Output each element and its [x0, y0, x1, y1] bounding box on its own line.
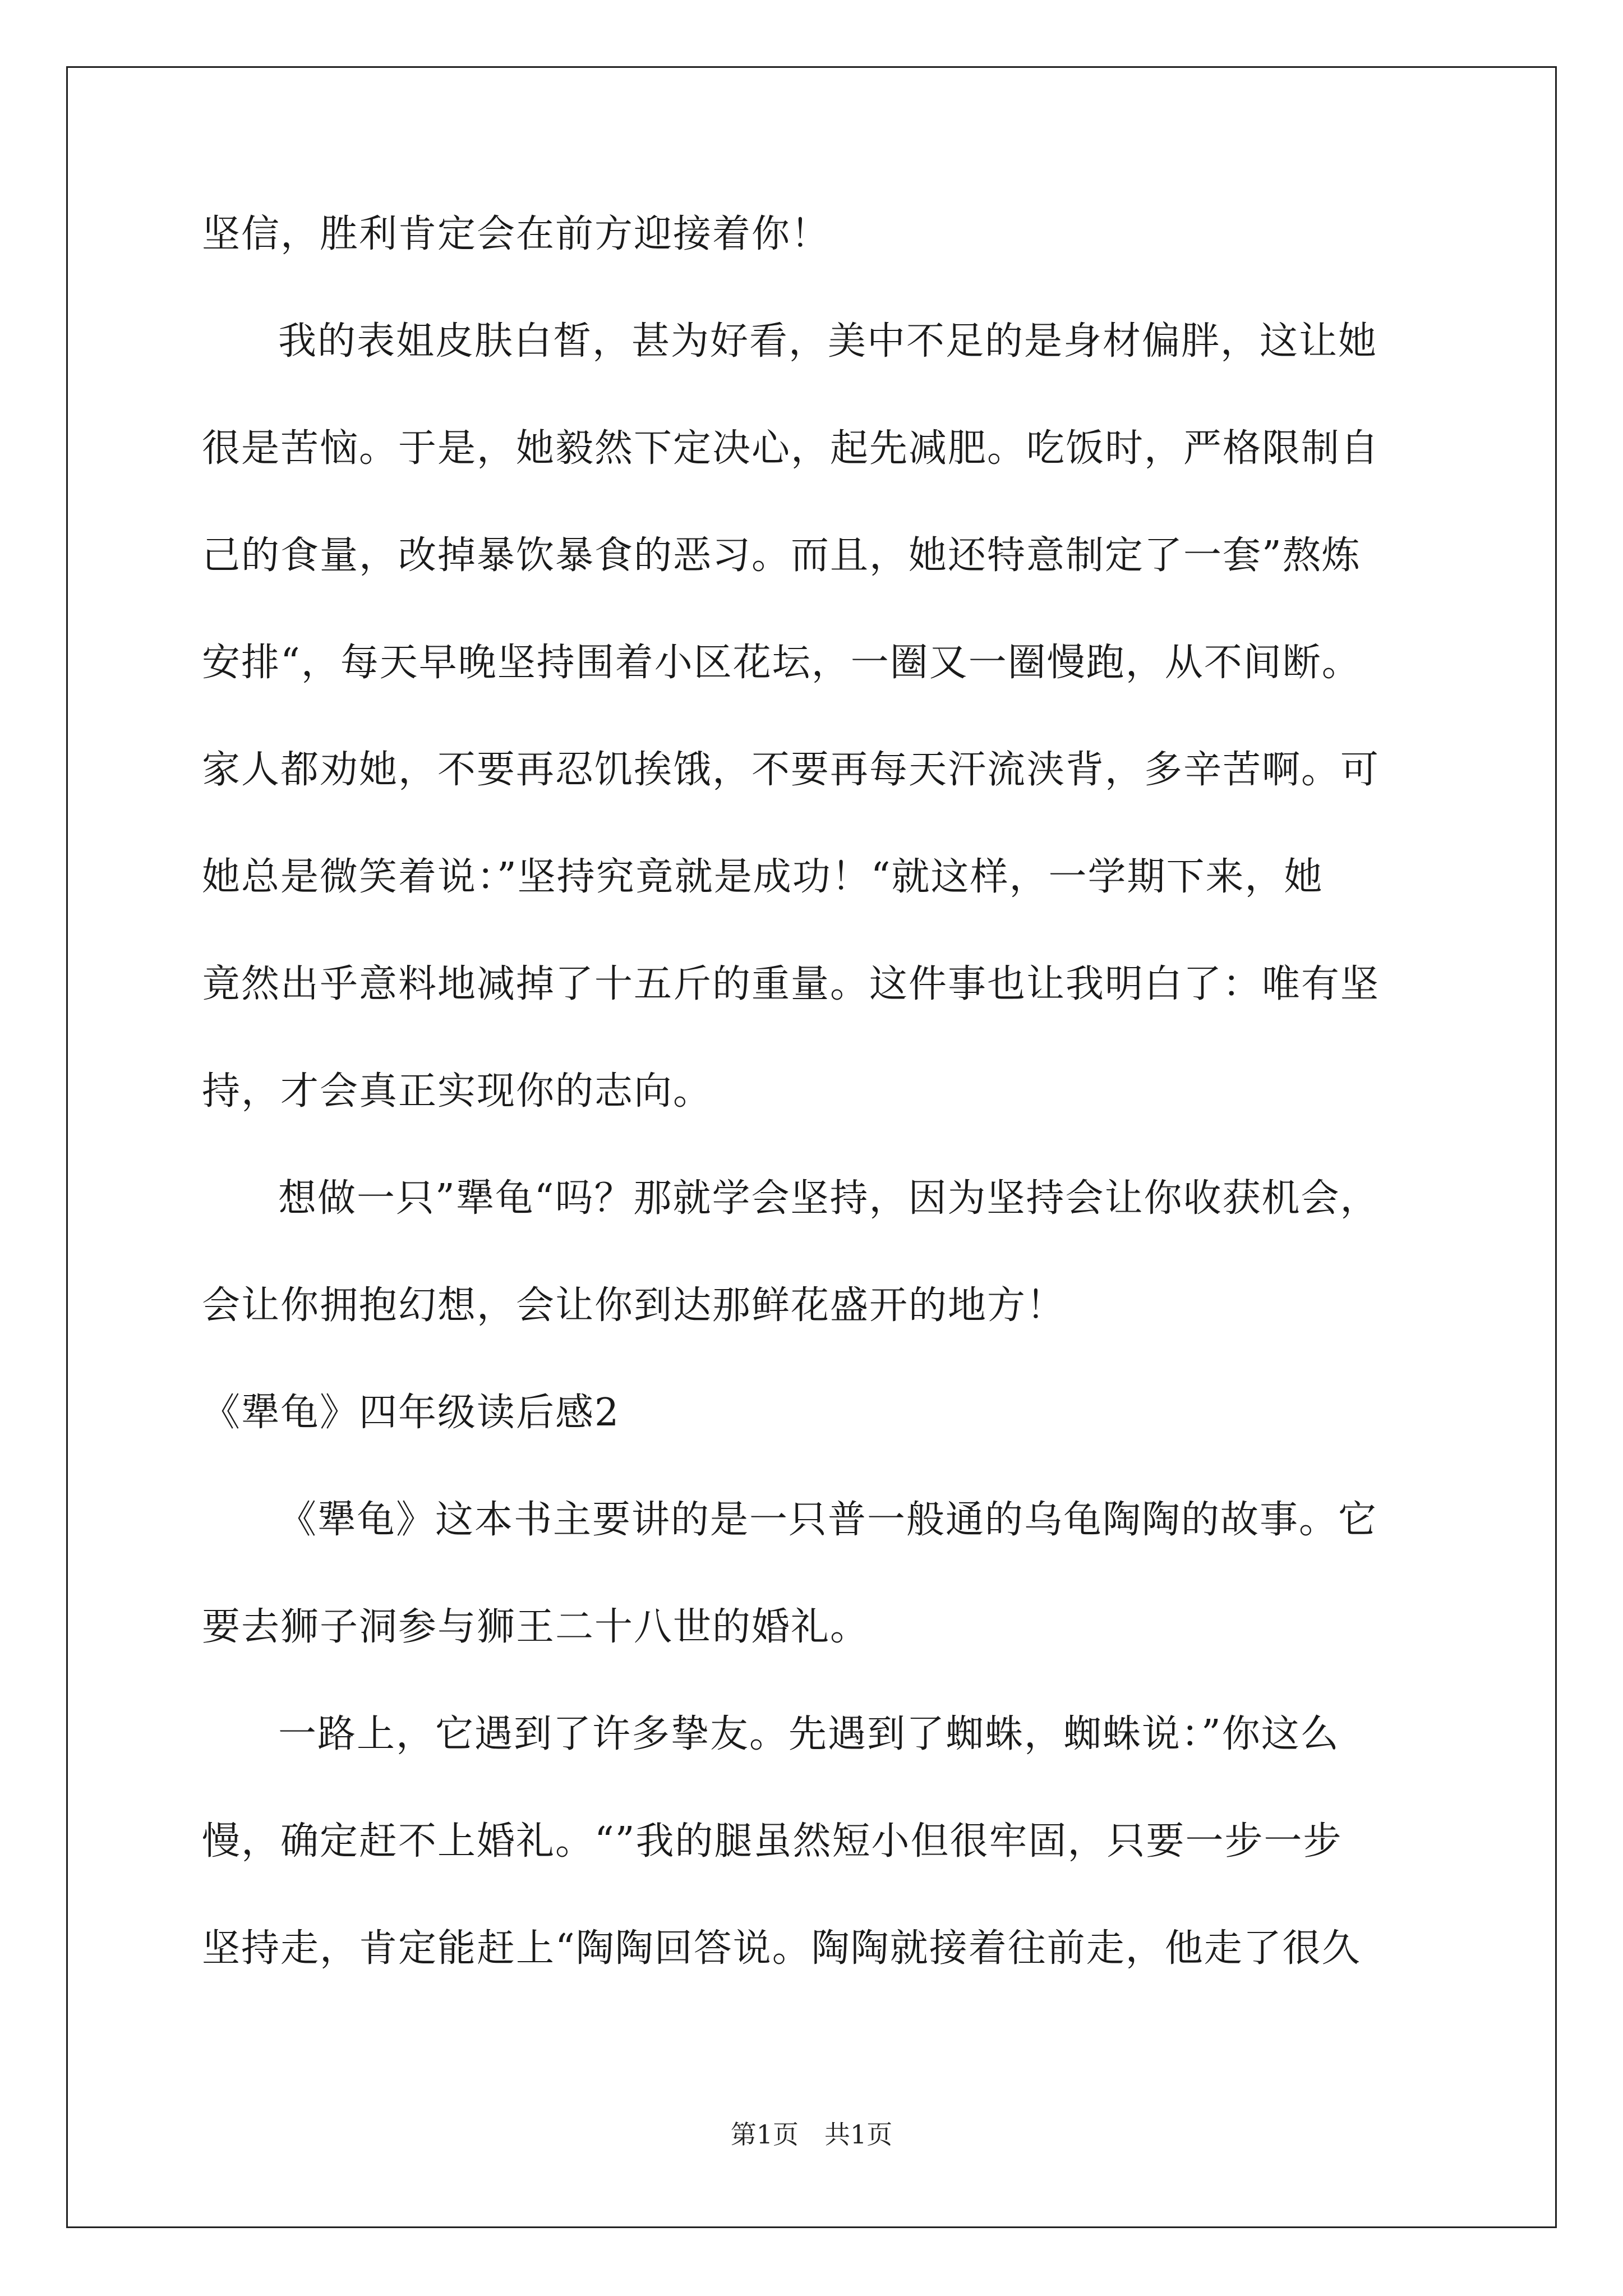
text-line: 家人都劝她，不要再忍饥挨饿，不要再每天汗流浃背，多辛苦啊。可: [202, 748, 1380, 792]
text-line: 坚信，胜利肯定会在前方迎接着你！: [202, 212, 831, 256]
text-line: 坚持走，肯定能赶上“陶陶回答说。陶陶就接着往前走，他走了很久: [202, 1926, 1361, 1971]
section-heading: 《犟龟》四年级读后感2: [202, 1391, 620, 1435]
paragraph-start-line: 一路上，它遇到了许多挚友。先遇到了蜘蛛，蜘蛛说：”你这么: [278, 1712, 1340, 1756]
text-line: 竟然出乎意料地减掉了十五斤的重量。这件事也让我明白了：唯有坚: [202, 962, 1380, 1006]
text-line: 要去狮子洞参与狮王二十八世的婚礼。: [202, 1605, 870, 1649]
paragraph-start-line: 想做一只”犟龟“吗？那就学会坚持，因为坚持会让你收获机会，: [278, 1176, 1380, 1221]
page-number: 第1页: [730, 2119, 799, 2150]
text-line: 安排“，每天早晚坚持围着小区花坛，一圈又一圈慢跑，从不间断。: [202, 641, 1361, 685]
text-line: 己的食量，改掉暴饮暴食的恶习。而且，她还特意制定了一套”熬炼: [202, 533, 1361, 578]
page-total: 共1页: [824, 2119, 893, 2150]
paragraph-start-line: 我的表姐皮肤白皙，甚为好看，美中不足的是身材偏胖，这让她: [278, 319, 1378, 364]
text-line: 很是苦恼。于是，她毅然下定决心，起先减肥。吃饭时，严格限制自: [202, 426, 1380, 471]
document-body: [202, 208, 1424, 2029]
text-line: 会让你拥抱幻想，会让你到达那鲜花盛开的地方！: [202, 1283, 1066, 1328]
text-line: 持，才会真正实现你的志向。: [202, 1069, 713, 1114]
text-line: 她总是微笑着说：”坚持究竟就是成功！“就这样，一学期下来，她: [202, 855, 1324, 899]
text-line: 慢，确定赶不上婚礼。“”我的腿虽然短小但很牢固，只要一步一步: [202, 1819, 1343, 1864]
page-footer: [0, 2118, 1623, 2151]
paragraph-start-line: 《犟龟》这本书主要讲的是一只普一般通的乌龟陶陶的故事。它: [278, 1498, 1378, 1542]
